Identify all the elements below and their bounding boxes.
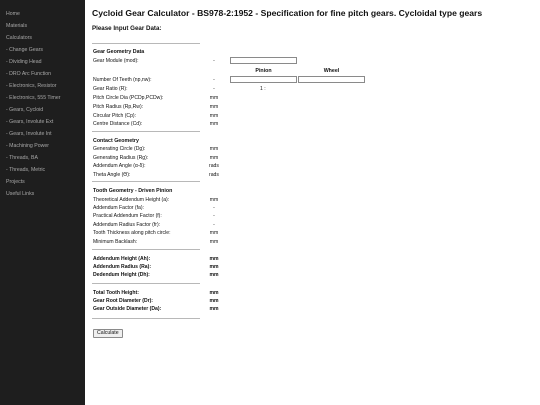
- label-addendum-radius-factor: Addendum Radius Factor (fr):: [93, 222, 161, 228]
- unit-addendum-factor: -: [213, 205, 215, 211]
- unit-generating-circle: mm: [209, 146, 219, 152]
- unit-generating-radius: mm: [209, 155, 219, 161]
- nav-machining-power[interactable]: - Machining Power: [6, 143, 49, 149]
- main-content: [92, 0, 540, 405]
- label-gear-root-diameter: Gear Root Diameter (Dr):: [93, 298, 154, 304]
- label-tooth-thickness: Tooth Thickness along pitch circle:: [93, 230, 171, 236]
- label-addendum-height: Addendum Height (Ah):: [93, 256, 151, 262]
- label-circular-pitch: Circular Pitch (Cp):: [93, 113, 137, 119]
- section-heading-tooth: Tooth Geometry - Driven Pinion: [93, 188, 173, 194]
- section-heading-contact: Contact Geometry: [93, 138, 139, 144]
- unit-addendum-angle: rads: [209, 163, 219, 169]
- unit-circular-pitch: mm: [209, 113, 219, 119]
- label-theoretical-addendum: Theoretical Addendum Height (a):: [93, 197, 170, 203]
- unit-theoretical-addendum: mm: [209, 197, 219, 203]
- unit-gear-module: -: [213, 58, 215, 64]
- unit-tooth-thickness: mm: [209, 230, 219, 236]
- nav-threads-ba[interactable]: - Threads, BA: [6, 155, 38, 161]
- label-pitch-radius: Pitch Radius (Rp,Rw):: [93, 104, 144, 110]
- unit-dedendum-height: mm: [209, 272, 219, 278]
- label-theta-angle: Theta Angle (Θ):: [93, 172, 131, 178]
- label-total-tooth-height: Total Tooth Height:: [93, 290, 139, 296]
- section-heading-geometry: Gear Geometry Data: [93, 49, 145, 55]
- nav-projects[interactable]: Projects: [6, 179, 25, 185]
- page-title: Cycloid Gear Calculator - BS978-2:1952 - Specification for fine pitch gears. Cycloidal type gears: [92, 8, 483, 18]
- nav-calculators[interactable]: Calculators: [6, 35, 32, 41]
- nav-gears-involute-int[interactable]: - Gears, Involute Int: [6, 131, 52, 137]
- calculate-button[interactable]: Calculate: [93, 329, 123, 338]
- nav-dro-arc-function[interactable]: - DRO Arc Function: [6, 71, 51, 77]
- gear-module-input[interactable]: [230, 57, 297, 64]
- unit-total-tooth-height: mm: [209, 290, 219, 296]
- pinion-teeth-input[interactable]: [230, 76, 297, 83]
- label-centre-distance: Centre Distance (Cd):: [93, 121, 143, 127]
- unit-number-of-teeth: -: [213, 77, 215, 83]
- unit-pitch-radius: mm: [209, 104, 219, 110]
- unit-practical-addendum-factor: -: [213, 213, 215, 219]
- nav-dividing-head[interactable]: - Dividing Head: [6, 59, 42, 65]
- unit-minimum-backlash: mm: [209, 239, 219, 245]
- nav-materials[interactable]: Materials: [6, 23, 28, 29]
- label-practical-addendum-factor: Practical Addendum Factor (f):: [93, 213, 162, 219]
- column-header-wheel: Wheel: [323, 68, 340, 74]
- page-subtitle: Please Input Gear Data:: [92, 25, 162, 32]
- label-generating-radius: Generating Radius (Rg):: [93, 155, 149, 161]
- nav-gears-involute-ext[interactable]: - Gears, Involute Ext: [6, 119, 54, 125]
- label-gear-outside-diameter: Gear Outside Diameter (Da):: [93, 306, 162, 312]
- gear-ratio-separator: 1 :: [260, 86, 266, 92]
- label-pitch-circle-dia: Pitch Circle Dia (PCDp,PCDw):: [93, 95, 164, 101]
- nav-electronics-555-timer[interactable]: - Electronics, 555 Timer: [6, 95, 61, 101]
- nav-gears-cycloid[interactable]: - Gears, Cycloid: [6, 107, 44, 113]
- divider: [92, 283, 200, 284]
- label-addendum-angle: Addendum Angle (α-δ):: [93, 163, 146, 169]
- unit-addendum-radius-factor: -: [213, 222, 215, 228]
- nav-threads-metric[interactable]: - Threads, Metric: [6, 167, 46, 173]
- divider: [92, 131, 200, 132]
- unit-addendum-height: mm: [209, 256, 219, 262]
- label-gear-ratio: Gear Ratio (R):: [93, 86, 128, 92]
- label-minimum-backlash: Minimum Backlash:: [93, 239, 138, 245]
- nav-change-gears[interactable]: - Change Gears: [6, 47, 43, 53]
- unit-pitch-circle-dia: mm: [209, 95, 219, 101]
- label-gear-module: Gear Module (mod):: [93, 58, 139, 64]
- label-generating-circle: Generating Circle (Dg):: [93, 146, 146, 152]
- unit-gear-outside-diameter: mm: [209, 306, 219, 312]
- nav-useful-links[interactable]: Useful Links: [6, 191, 35, 197]
- nav-electronics-resistor[interactable]: - Electronics, Resistor: [6, 83, 57, 89]
- unit-addendum-radius: mm: [209, 264, 219, 270]
- label-dedendum-height: Dedendum Height (Dh):: [93, 272, 150, 278]
- divider: [92, 181, 200, 182]
- divider: [92, 318, 200, 319]
- divider: [92, 249, 200, 250]
- label-addendum-factor: Addendum Factor (fa):: [93, 205, 144, 211]
- nav-home[interactable]: Home: [6, 11, 20, 17]
- unit-gear-root-diameter: mm: [209, 298, 219, 304]
- wheel-teeth-input[interactable]: [298, 76, 365, 83]
- divider: [92, 43, 200, 44]
- label-addendum-radius: Addendum Radius (Ra):: [93, 264, 152, 270]
- sidebar-nav: [0, 0, 85, 405]
- unit-gear-ratio: -: [213, 86, 215, 92]
- unit-centre-distance: mm: [209, 121, 219, 127]
- label-number-of-teeth: Number Of Teeth (np,nw):: [93, 77, 152, 83]
- unit-theta-angle: rads: [209, 172, 219, 178]
- column-header-pinion: Pinion: [255, 68, 272, 74]
